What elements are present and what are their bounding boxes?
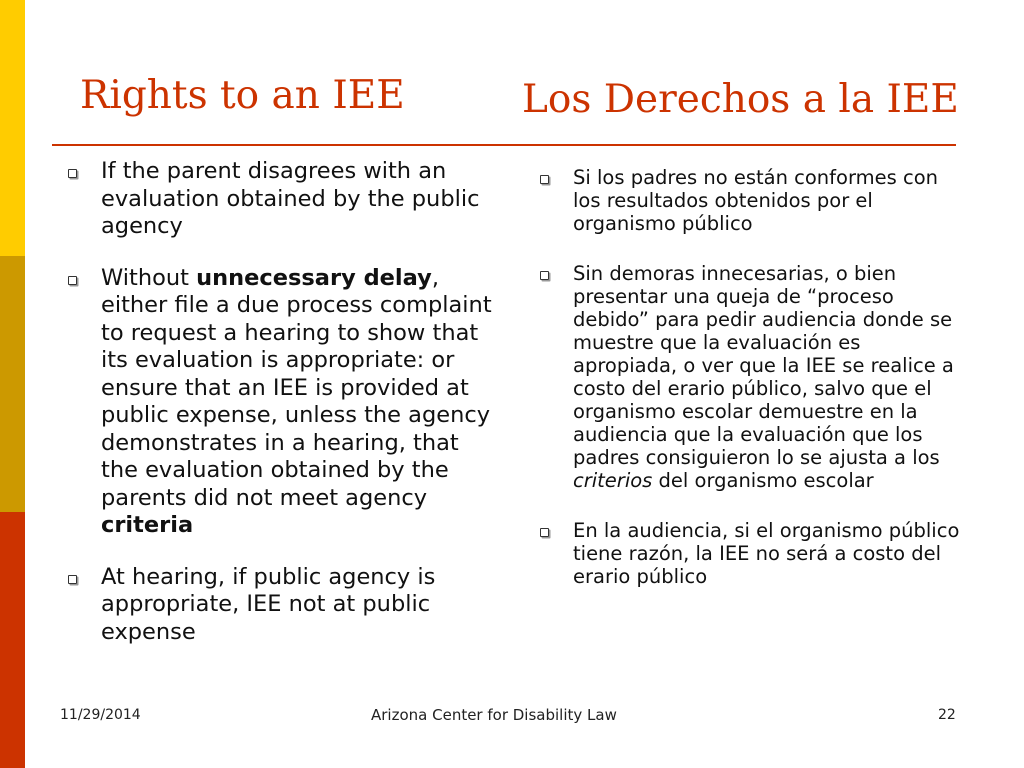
emphasis-criteria: criteria — [101, 512, 194, 538]
list-item — [58, 158, 498, 241]
bullet-text: En la audiencia, si el organismo público tiene razón, la IEE no será a costo del erario público — [573, 519, 960, 588]
english-bullet-list — [58, 158, 498, 670]
footer-date: 11/29/2014 — [60, 707, 141, 723]
hollow-square-bullet-icon — [68, 575, 77, 584]
list-item — [58, 265, 498, 540]
list-item — [58, 564, 498, 647]
title-divider — [52, 144, 956, 146]
accent-stripe-middle — [0, 256, 25, 512]
hollow-square-bullet-icon — [68, 276, 77, 285]
bullet-text: If the parent disagrees with an evaluation obtained by the public agency — [101, 158, 480, 239]
accent-stripe-top — [0, 0, 25, 256]
bullet-text-end: del organismo escolar — [652, 469, 874, 492]
emphasis-criterios: criterios — [573, 469, 653, 492]
page-number: 22 — [938, 707, 956, 723]
title-spanish: Los Derechos a la IEE — [522, 77, 959, 122]
title-english: Rights to an IEE — [80, 73, 405, 118]
hollow-square-bullet-icon — [540, 271, 549, 280]
list-item — [530, 166, 970, 235]
bullet-text-middle: , either file a due process complaint to request a hearing to show that its evaluation is appropriate: or ensure that an IEE is provided at public expense, unless the agency demonstrates in a hearing, that the evaluation obtained by the parents did not meet agency — [101, 264, 492, 511]
hollow-square-bullet-icon — [68, 169, 77, 178]
accent-stripe-bottom — [0, 512, 25, 768]
footer-organization: Arizona Center for Disability Law — [371, 706, 617, 724]
spanish-bullet-list — [530, 166, 970, 615]
bullet-text-start: Sin demoras innecesarias, o bien presentar una queja de “proceso debido” para pedir audiencia donde se muestre que la evaluación es apropiada, o ver que la IEE se realice a costo del erario público, salvo que el organismo escolar demuestre en la audiencia que la evaluación que los padres consiguieron lo se ajusta a los — [573, 262, 954, 469]
bullet-text: Si los padres no están conformes con los resultados obtenidos por el organismo público — [573, 166, 938, 235]
bullet-text-start: Without — [101, 264, 197, 291]
bullet-text: At hearing, if public agency is appropriate, IEE not at public expense — [101, 563, 436, 645]
list-item — [530, 519, 970, 588]
hollow-square-bullet-icon — [540, 528, 549, 537]
hollow-square-bullet-icon — [540, 175, 549, 184]
emphasis-unnecessary-delay: unnecessary delay — [196, 264, 432, 291]
list-item — [530, 262, 970, 492]
